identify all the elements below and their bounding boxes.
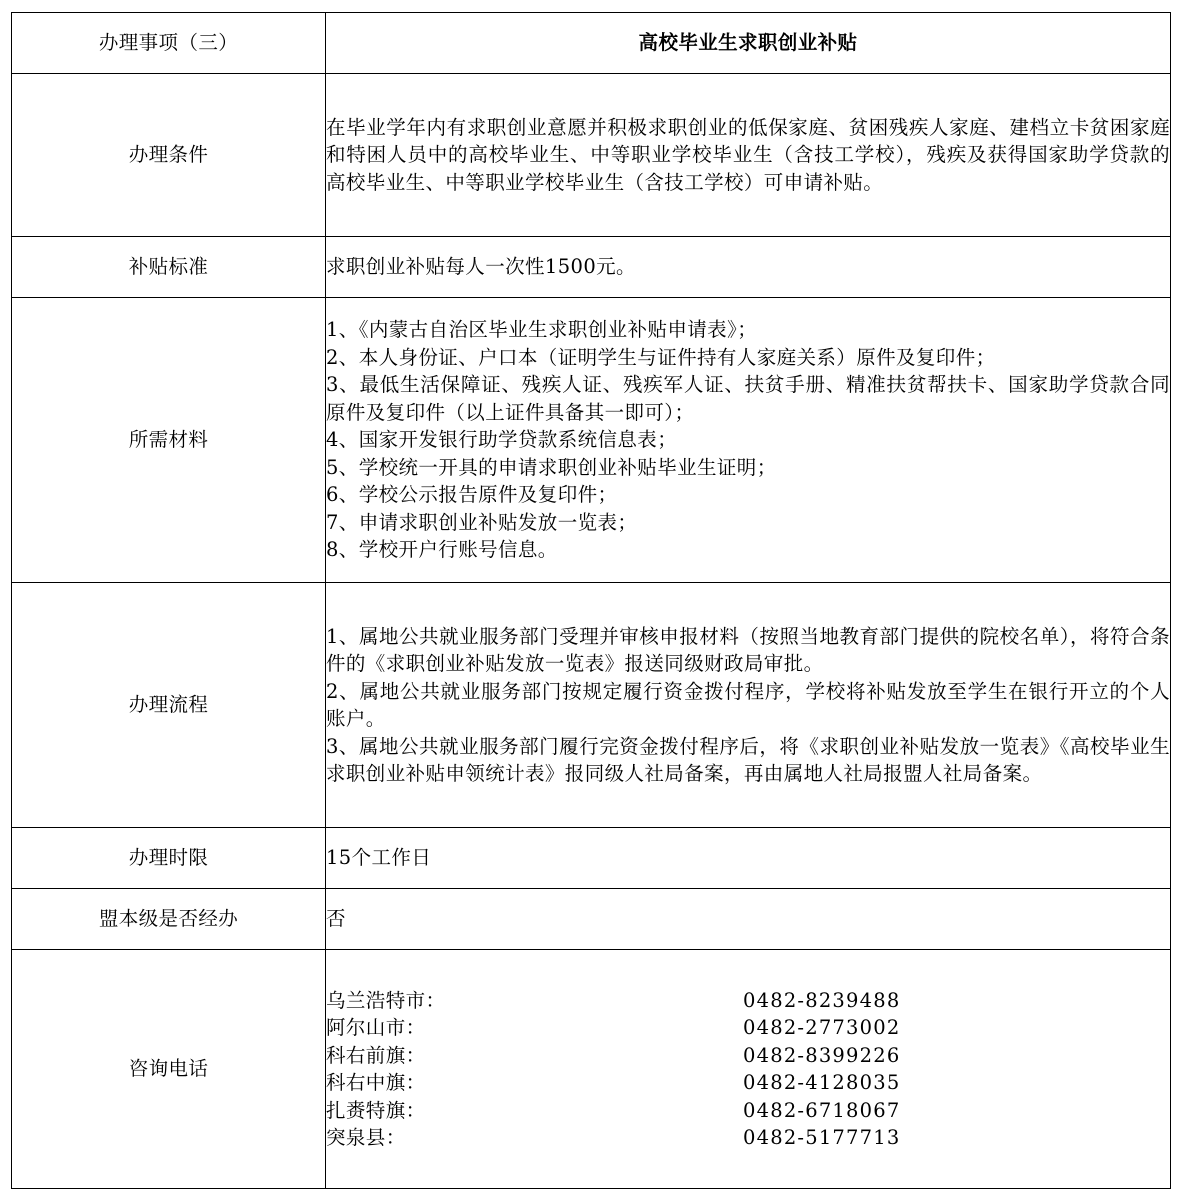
process-list: [326, 583, 1171, 828]
materials-list: [326, 298, 1171, 583]
phone-place: 科右前旗：: [326, 1043, 426, 1067]
phone-number: 0482-5177713: [743, 1126, 901, 1149]
conditions-label: 办理条件: [12, 74, 326, 237]
service-item-table: [11, 12, 1171, 1189]
materials-item: 6、学校公示报告原件及复印件；: [326, 483, 618, 507]
phone-row: [326, 987, 1170, 1015]
process-step: 1、属地公共就业服务部门受理并审核申报材料（按照当地教育部门提供的院校名单），将符合条件的《求职创业补贴发放一览表》报送同级财政局审批。: [326, 624, 1170, 675]
materials-item: 3、最低生活保障证、残疾人证、残疾军人证、扶贫手册、精准扶贫帮扶卡、国家助学贷款合同原件及复印件（以上证件具备其一即可）；: [326, 373, 1170, 424]
conditions-text: 在毕业学年内有求职创业意愿并积极求职创业的低保家庭、贫困残疾人家庭、建档立卡贫困家庭和特困人员中的高校毕业生、中等职业学校毕业生（含技工学校），残疾及获得国家助学贷款的高校毕业生、中等职业学校毕业生（含技工学校）可申请补贴。: [326, 74, 1171, 237]
phone-number: 0482-8239488: [743, 988, 901, 1012]
time-limit-row: [12, 828, 1171, 889]
phone-number: 0482-8399226: [743, 1043, 901, 1067]
league-level-row: [12, 889, 1171, 950]
standard-row: [12, 237, 1171, 298]
materials-row: [12, 298, 1171, 583]
process-step: 2、属地公共就业服务部门按规定履行资金拨付程序，学校将补贴发放至学生在银行开立的个人账户。: [326, 679, 1170, 730]
materials-item: 2、本人身份证、户口本（证明学生与证件持有人家庭关系）原件及复印件；: [326, 345, 996, 369]
phone-row: [326, 1124, 1170, 1152]
standard-text: 求职创业补贴每人一次性1500元。: [326, 237, 1171, 298]
item-title: 高校毕业生求职创业补贴: [326, 13, 1171, 74]
phone-place: 阿尔山市：: [326, 1016, 426, 1039]
league-level-text: 否: [326, 889, 1171, 950]
phone-place: 乌兰浩特市：: [326, 988, 446, 1012]
materials-item: 8、学校开户行账号信息。: [326, 538, 558, 562]
standard-label: 补贴标准: [12, 237, 326, 298]
time-limit-label: 办理时限: [12, 828, 326, 889]
materials-item: 7、申请求职创业补贴发放一览表；: [326, 510, 638, 534]
league-level-label: 盟本级是否经办: [12, 889, 326, 950]
materials-item: 5、学校统一开具的申请求职创业补贴毕业生证明；: [326, 455, 777, 479]
conditions-row: [12, 74, 1171, 237]
phone-number: 0482-4128035: [743, 1071, 901, 1094]
phone-number: 0482-2773002: [743, 1016, 901, 1039]
materials-item: 4、国家开发银行助学贷款系统信息表；: [326, 428, 678, 452]
materials-label: 所需材料: [12, 298, 326, 583]
process-row: [12, 583, 1171, 828]
contacts-row: [12, 950, 1171, 1189]
contacts-label: 咨询电话: [12, 950, 326, 1189]
phone-place: 扎赉特旗：: [326, 1098, 426, 1122]
phone-place: 科右中旗：: [326, 1071, 426, 1094]
process-label: 办理流程: [12, 583, 326, 828]
phone-row: [326, 1097, 1170, 1125]
header-row: [12, 13, 1171, 74]
phone-place: 突泉县：: [326, 1126, 406, 1149]
phone-number: 0482-6718067: [743, 1098, 901, 1122]
time-limit-text: 15个工作日: [326, 828, 1171, 889]
process-step: 3、属地公共就业服务部门履行完资金拨付程序后，将《求职创业补贴发放一览表》《高校毕业生求职创业补贴申领统计表》报同级人社局备案，再由属地人社局报盟人社局备案。: [326, 734, 1170, 785]
phone-row: [326, 1069, 1170, 1097]
header-label: 办理事项（三）: [12, 13, 326, 74]
phone-row: [326, 1014, 1170, 1042]
phone-row: [326, 1042, 1170, 1070]
contacts-list: [326, 950, 1171, 1189]
materials-item: 1、《内蒙古自治区毕业生求职创业补贴申请表》；: [326, 318, 758, 342]
